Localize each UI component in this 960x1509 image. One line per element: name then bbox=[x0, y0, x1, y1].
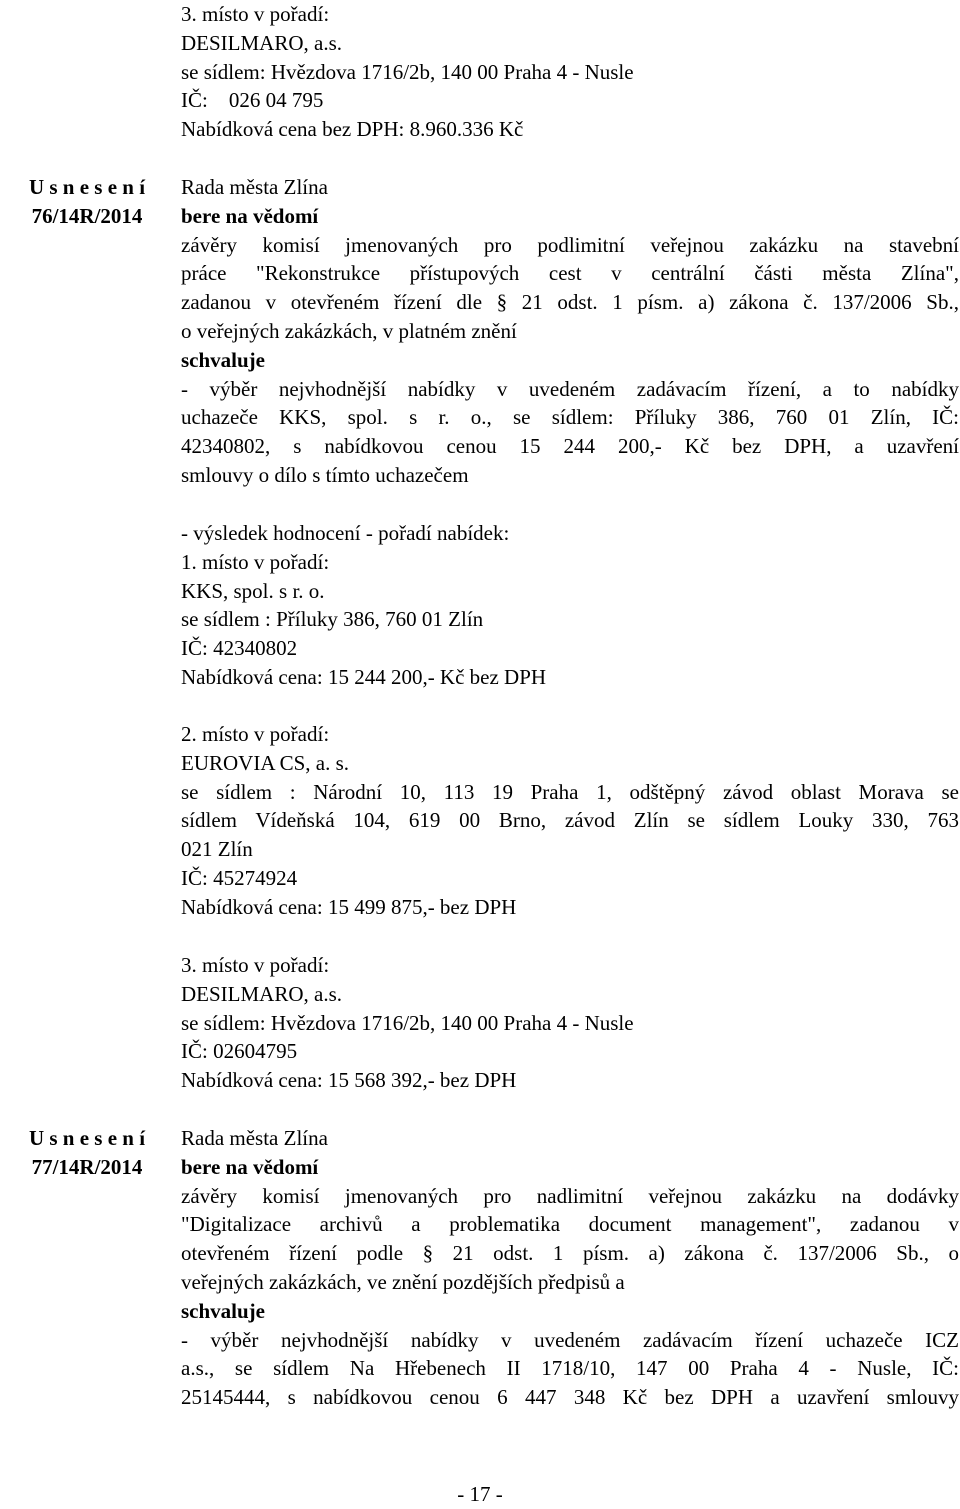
resolution-77-body bbox=[181, 1124, 959, 1412]
authority: Rada města Zlína bbox=[181, 1126, 328, 1150]
body-line: 25145444, s nabídkovou cenou 6 447 348 Kč bez DPH a uzavření smlouvy bbox=[181, 1385, 959, 1410]
place-heading: 3. místo v pořadí: bbox=[181, 953, 330, 977]
results-heading: - výsledek hodnocení - pořadí nabídek: bbox=[181, 521, 510, 545]
place-heading: 2. místo v pořadí: bbox=[181, 722, 330, 746]
results-block bbox=[181, 519, 959, 692]
verb-takes-note: bere na vědomí bbox=[181, 203, 319, 228]
resolution-word: U s n e s e n í bbox=[28, 175, 146, 199]
company-ic: IČ: 45274924 bbox=[181, 865, 298, 890]
resolution-number: 76/14R/2014 bbox=[31, 203, 143, 228]
verb-approves: schvaluje bbox=[181, 347, 265, 372]
body-line: práce "Rekonstrukce přístupových cest v centrální části města Zlína", bbox=[181, 261, 959, 286]
offer-price: Nabídková cena: 15 244 200,- Kč bez DPH bbox=[181, 664, 547, 689]
place-heading: 3. místo v pořadí: bbox=[181, 2, 330, 26]
body-line: o veřejných zakázkách, v platném znění bbox=[181, 318, 517, 343]
resolution-number: 77/14R/2014 bbox=[31, 1154, 143, 1179]
company-name: EUROVIA CS, a. s. bbox=[181, 750, 350, 775]
body-line: uchazeče KKS, spol. s r. o., se sídlem: Příluky 386, 760 01 Zlín, IČ: bbox=[181, 405, 959, 430]
company-address: se sídlem: Hvězdova 1716/2b, 140 00 Praha 4 - Nusle bbox=[181, 1010, 634, 1035]
body-line: - výběr nejvhodnější nabídky v uvedeném zadávacím řízení uchazeče ICZ bbox=[181, 1327, 959, 1352]
offer-price: Nabídková cena: 15 499 875,- bez DPH bbox=[181, 894, 517, 919]
company-address: se sídlem: Hvězdova 1716/2b, 140 00 Praha 4 - Nusle bbox=[181, 59, 634, 84]
company-name: DESILMARO, a.s. bbox=[181, 30, 342, 55]
company-ic: IČ: 026 04 795 bbox=[181, 88, 324, 113]
body-line: - výběr nejvhodnější nabídky v uvedeném zadávacím řízení, a to nabídky bbox=[181, 376, 959, 401]
company-ic: IČ: 02604795 bbox=[181, 1039, 298, 1064]
resolution-76-label bbox=[2, 173, 172, 231]
place-3-block bbox=[181, 951, 959, 1095]
place-heading: 1. místo v pořadí: bbox=[181, 549, 330, 574]
authority: Rada města Zlína bbox=[181, 175, 328, 199]
company-ic: IČ: 42340802 bbox=[181, 636, 298, 661]
resolution-76-body bbox=[181, 173, 959, 490]
company-name: DESILMARO, a.s. bbox=[181, 981, 342, 1006]
company-address: se sídlem : Příluky 386, 760 01 Zlín bbox=[181, 607, 484, 632]
body-line: 42340802, s nabídkovou cenou 15 244 200,- Kč bez DPH, a uzavření bbox=[181, 434, 959, 459]
verb-takes-note: bere na vědomí bbox=[181, 1154, 319, 1179]
page-number: - 17 - bbox=[457, 1482, 503, 1506]
offer-price: Nabídková cena bez DPH: 8.960.336 Kč bbox=[181, 117, 524, 142]
resolution-word: U s n e s e n í bbox=[28, 1126, 146, 1150]
company-address: sídlem Vídeňská 104, 619 00 Brno, závod Zlín se sídlem Louky 330, 763 bbox=[181, 808, 959, 833]
body-line: závěry komisí jmenovaných pro nadlimitní veřejnou zakázku na dodávky bbox=[181, 1183, 959, 1208]
body-line: zadanou v otevřeném řízení dle § 21 odst. 1 písm. a) zákona č. 137/2006 Sb., bbox=[181, 290, 959, 315]
resolution-77-label bbox=[2, 1124, 172, 1182]
company-name: KKS, spol. s r. o. bbox=[181, 578, 325, 603]
offer-price: Nabídková cena: 15 568 392,- bez DPH bbox=[181, 1068, 517, 1093]
verb-approves: schvaluje bbox=[181, 1298, 265, 1323]
body-line: a.s., se sídlem Na Hřebenech II 1718/10, 147 00 Praha 4 - Nusle, IČ: bbox=[181, 1356, 959, 1381]
company-address: se sídlem : Národní 10, 113 19 Praha 1, odštěpný závod oblast Morava se bbox=[181, 779, 959, 804]
top-continuation bbox=[181, 0, 959, 144]
body-line: smlouvy o dílo s tímto uchazečem bbox=[181, 462, 469, 487]
body-line: závěry komisí jmenovaných pro podlimitní veřejnou zakázku na stavební bbox=[181, 232, 959, 257]
company-address: 021 Zlín bbox=[181, 837, 253, 862]
place-2-block bbox=[181, 720, 959, 922]
body-line: veřejných zakázkách, ve znění pozdějších předpisů a bbox=[181, 1269, 625, 1294]
body-line: "Digitalizace archivů a problematika document management", zadanou v bbox=[181, 1212, 959, 1237]
body-line: otevřeném řízení podle § 21 odst. 1 písm. a) zákona č. 137/2006 Sb., o bbox=[181, 1241, 959, 1266]
